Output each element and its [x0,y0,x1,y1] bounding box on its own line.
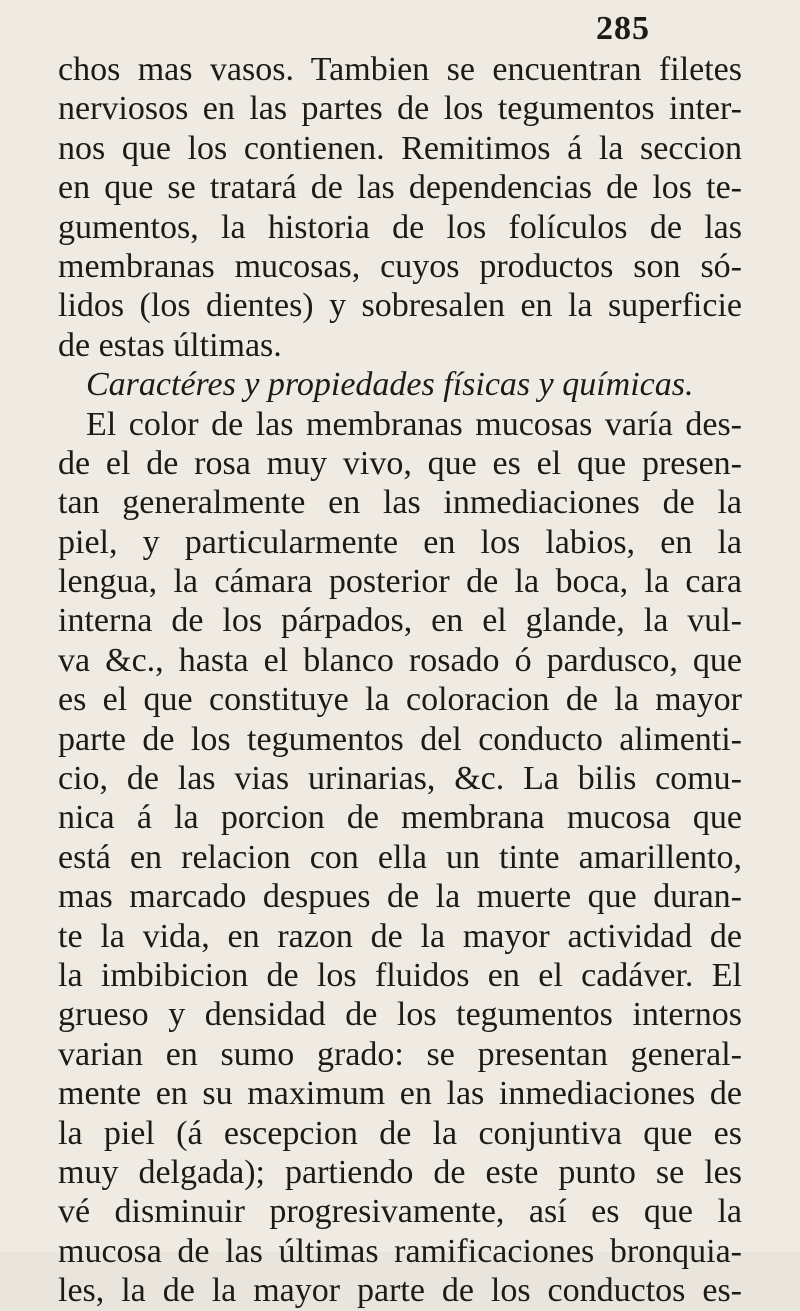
text-line: está en relacion con ella un tinte amarillento, [58,838,742,876]
text-line: piel, y particularmente en los labios, en la [58,523,742,561]
text-line: mas marcado despues de la muerte que duran- [58,878,742,916]
text-line: tan generalmente en las inmediaciones de la [58,484,742,522]
text-line: les, la de la mayor parte de los conductos es- [58,1272,742,1310]
text-line: mucosa de las últimas ramificaciones bronquia- [58,1232,742,1270]
text-line: te la vida, en razon de la mayor actividad de [58,917,742,955]
text-line: membranas mucosas, cuyos productos son só- [58,247,742,285]
text-line: va &c., hasta el blanco rosado ó pardusco, que [58,641,742,679]
text-line: muy delgada); partiendo de este punto se les [58,1153,742,1191]
page-number: 285 [596,10,650,47]
text-line: es el que constituye la coloracion de la mayor [58,681,742,719]
text-line: gumentos, la historia de los folículos de las [58,208,742,246]
text-line: chos mas vasos. Tambien se encuentran filetes [58,51,742,88]
text-line: grueso y densidad de los tegumentos internos [58,996,742,1034]
text-line: nica á la porcion de membrana mucosa que [58,799,742,837]
text-line: interna de los párpados, en el glande, la vul- [58,602,742,640]
text-line: vé disminuir progresivamente, así es que la [58,1193,742,1231]
text-line: varian en sumo grado: se presentan general- [58,1035,742,1073]
text-line: nos que los contienen. Remitimos á la seccion [58,129,742,167]
text-line: lengua, la cámara posterior de la boca, la cara [58,563,742,601]
text-line: cio, de las vias urinarias, &c. La bilis comu- [58,760,742,798]
text-line: la imbibicion de los fluidos en el cadáver. El [58,956,742,994]
text-line: nerviosos en las partes de los tegumentos inter- [58,90,742,128]
text-line: en que se tratará de las dependencias de los te- [58,169,742,207]
text-line: de estas últimas. [58,326,282,364]
body-text [58,50,742,1311]
text-line: lidos (los dientes) y sobresalen en la superficie [58,287,742,325]
text-line: la piel (á escepcion de la conjuntiva que es [58,1114,742,1152]
text-line: parte de los tegumentos del conducto alimenti- [58,720,742,758]
section-heading: Caractéres y propiedades físicas y químicas. [86,366,694,404]
text-line: mente en su maximum en las inmediaciones de [58,1075,742,1113]
text-line: de el de rosa muy vivo, que es el que presen- [58,444,742,482]
text-line: El color de las membranas mucosas varía des- [86,405,742,443]
